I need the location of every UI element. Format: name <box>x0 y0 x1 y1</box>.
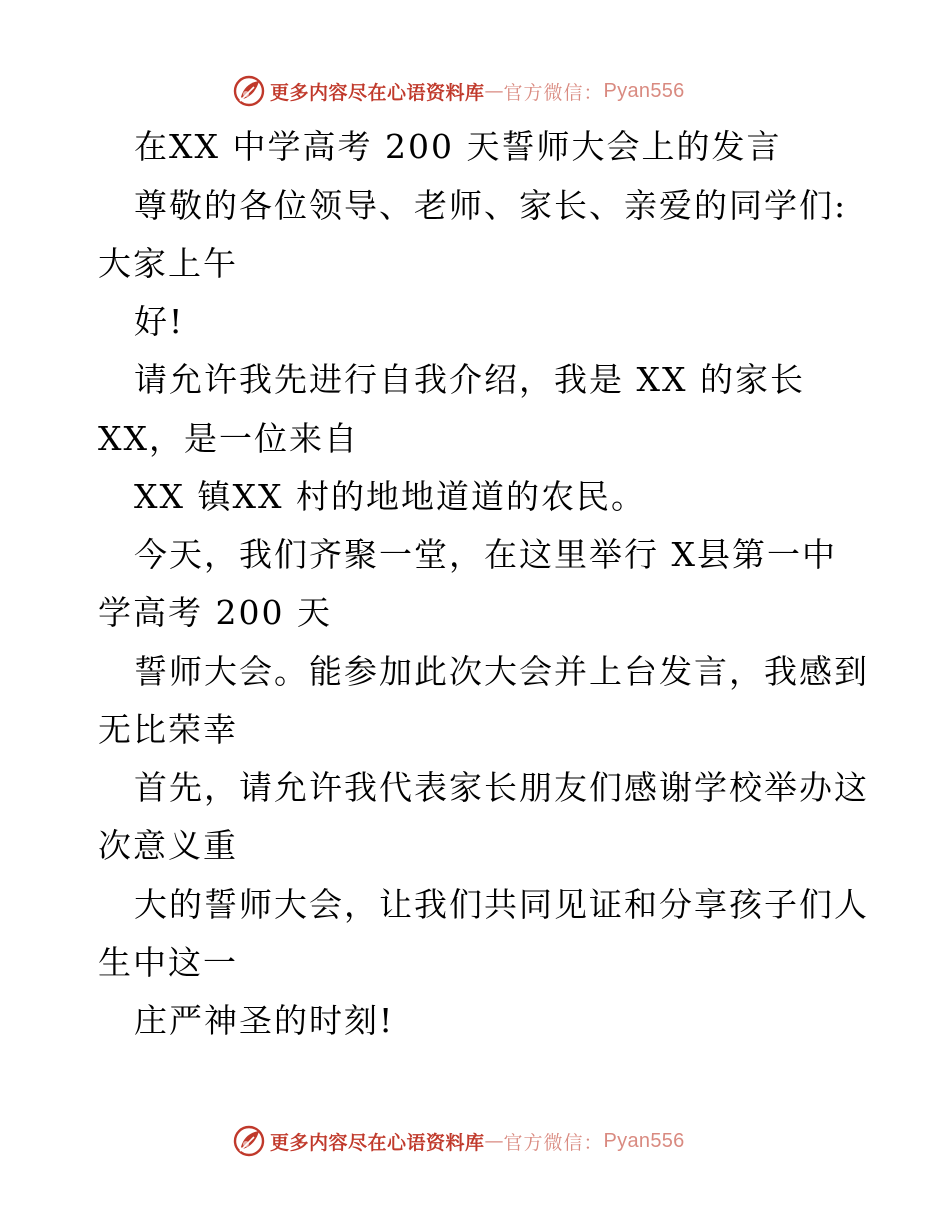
speech-line: 大家上午 <box>98 244 238 283</box>
speech-line: 次意义重 <box>98 826 238 865</box>
footer-watermark <box>232 1123 685 1159</box>
leaf-badge-icon <box>232 1124 266 1158</box>
watermark-separator: — <box>484 1130 504 1152</box>
speech-line: 生中这一 <box>98 943 238 982</box>
header-watermark <box>232 73 685 109</box>
speech-line: 大的誓师大会，让我们共同见证和分享孩子们人 <box>134 885 869 924</box>
speech-line: 首先，请允许我代表家长朋友们感谢学校举办这 <box>134 768 869 807</box>
watermark-brand: 更多内容尽在心语资料库 <box>270 81 485 104</box>
watermark-label: 官方微信： <box>503 1131 604 1154</box>
speech-line: 誓师大会。能参加此次大会并上台发言，我感到 <box>134 652 869 691</box>
speech-line: 学高考 200 天 <box>98 593 332 632</box>
watermark-separator: — <box>484 80 504 102</box>
speech-title: 在XX 中学高考 200 天誓师大会上的发言 <box>134 127 782 166</box>
speech-line: 今天，我们齐聚一堂，在这里举行 X县第一中 <box>134 535 837 574</box>
watermark-wechat-id: Pyan556 <box>603 79 685 102</box>
speech-line: XX，是一位来自 <box>98 419 359 458</box>
speech-line: 好! <box>134 302 185 341</box>
leaf-badge-icon <box>232 74 266 108</box>
speech-line: 请允许我先进行自我介绍，我是 XX 的家长 <box>134 360 805 399</box>
speech-line: XX 镇XX 村的地地道道的农民。 <box>134 477 646 516</box>
watermark-wechat-id: Pyan556 <box>603 1129 685 1152</box>
speech-line: 无比荣幸 <box>98 710 238 749</box>
speech-line: 尊敬的各位领导、老师、家长、亲爱的同学们: <box>134 186 848 225</box>
watermark-label: 官方微信： <box>503 81 604 104</box>
watermark-brand: 更多内容尽在心语资料库 <box>270 1131 485 1154</box>
speech-line: 庄严神圣的时刻! <box>134 1001 395 1040</box>
